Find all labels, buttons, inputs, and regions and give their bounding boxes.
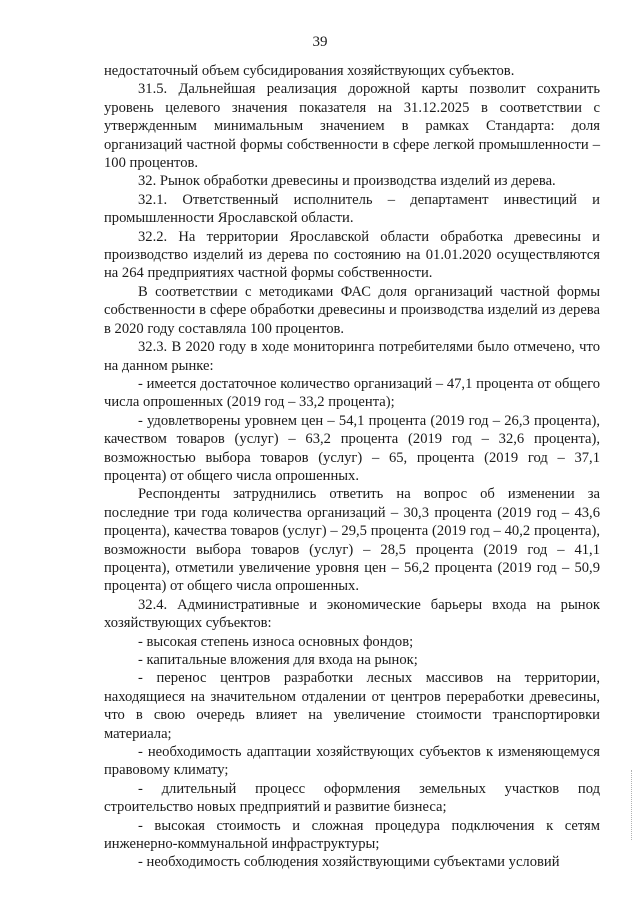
list-item: - перенос центров разработки лесных массивов на территории, находящиеся на значительном отдалении от центров переработки древесины, что в свою очередь влияет на увеличение стоимости транспортировки материала;: [104, 670, 600, 742]
page-number: 39: [312, 34, 328, 50]
paragraph: 31.5. Дальнейшая реализация дорожной карты позволит сохранить уровень целевого значения показателя на 31.12.2025 в соответствии с утвержденным минимальным значением в рамках Стандарта: доля организаций частной формы собственности в сфере легкой промышленности – 100 процентов.: [104, 81, 600, 172]
paragraph: В соответствии с методиками ФАС доля организаций частной формы собственности в сфере обработки древесины и производства изделий из дерева в 2020 году составляла 100 процентов.: [104, 283, 600, 337]
list-item: - длительный процесс оформления земельных участков под строительство новых предприятий и развитие бизнеса;: [104, 780, 600, 816]
paragraph: 32.2. На территории Ярославской области обработка древесины и производство изделий из дерева по состоянию на 01.01.2020 осуществляются на 264 предприятиях частной формы собственности.: [104, 228, 600, 282]
list-item: - высокая степень износа основных фондов;: [138, 633, 414, 650]
paragraph: 32.1. Ответственный исполнитель – департамент инвестиций и промышленности Ярославской области.: [104, 191, 600, 227]
list-item: - имеется достаточное количество организаций – 47,1 процента от общего числа опрошенных (2019 год – 33,2 процента);: [104, 375, 600, 411]
document-body: [104, 62, 600, 872]
margin-mark: [629, 770, 632, 840]
paragraph: недостаточный объем субсидирования хозяйствующих субъектов.: [104, 63, 515, 79]
list-item: - удовлетворены уровнем цен – 54,1 процента (2019 год – 26,3 процента), качеством товаров (услуг) – 63,2 процента (2019 год – 32,6 процента), возможностью выбора товаров (услуг) – 65, процента (2019 год – 37,1 процента) от общего числа опрошенных.: [104, 412, 600, 484]
list-item: - необходимость адаптации хозяйствующих субъектов к изменяющемуся правовому климату;: [104, 744, 600, 779]
paragraph: 32. Рынок обработки древесины и производства изделий из дерева.: [138, 173, 556, 190]
paragraph: 32.3. В 2020 году в ходе мониторинга потребителями было отмечено, что на данном рынке:: [104, 339, 600, 374]
list-item: - капитальные вложения для входа на рынок;: [138, 652, 418, 668]
paragraph: Респонденты затруднились ответить на вопрос об изменении за последние три года количества организаций – 30,3 процента (2019 год – 43,6 процента), качества товаров (услуг) – 29,5 процента (2019 год – 40,2 процента), возможности выбора товаров (услуг) – 28,5 процента (2019 год – 41,1 процента), отметили увеличение уровня цен – 56,2 процента (2019 год – 50,9 процента) от общего числа опрошенных.: [104, 486, 600, 595]
paragraph: 32.4. Административные и экономические барьеры входа на рынок хозяйствующих субъектов:: [104, 596, 600, 632]
list-item: - высокая стоимость и сложная процедура подключения к сетям инженерно-коммунальной инфраструктуры;: [104, 817, 600, 853]
list-item: - необходимость соблюдения хозяйствующими субъектами условий: [138, 854, 560, 871]
